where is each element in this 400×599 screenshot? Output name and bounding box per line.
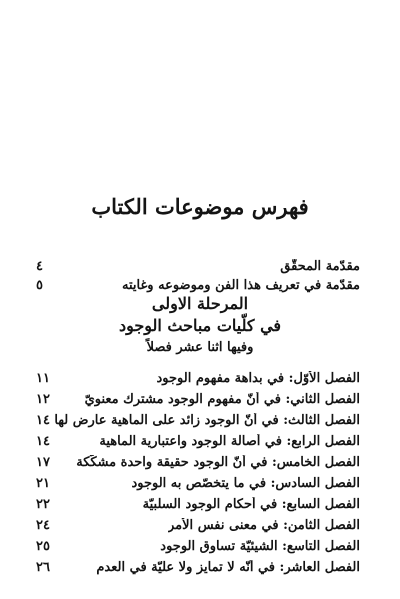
toc-entry-page: ٥ bbox=[36, 277, 43, 293]
toc-entry-chapter-10[interactable] bbox=[36, 557, 360, 577]
toc-entry-chapter-2[interactable] bbox=[36, 389, 360, 409]
toc-entry-title: الفصل السابع: في أحكام الوجود السلبيّة bbox=[142, 496, 360, 512]
toc-entry-page: ١٤ bbox=[36, 433, 50, 449]
section-note: وفيها اثنا عشر فصلاً bbox=[146, 340, 254, 355]
toc-entry-title: الفصل الثامن: في معنى نفس الأمر bbox=[168, 517, 360, 533]
toc-entry-page: ٢٥ bbox=[36, 538, 50, 554]
toc-entry-page: ٤ bbox=[36, 258, 43, 274]
toc-entry-chapter-4[interactable] bbox=[36, 431, 360, 451]
toc-entry-title: الفصل الرابع: في أصالة الوجود واعتبارية الماهية bbox=[99, 433, 360, 449]
toc-entry-title: مقدّمة في تعريف هذا الفن وموضوعه وغايته bbox=[122, 277, 360, 293]
toc-entry-page: ٢١ bbox=[36, 475, 50, 491]
toc-entry-page: ١٤ bbox=[36, 412, 50, 428]
toc-entry-page: ٢٦ bbox=[36, 559, 50, 575]
section-subheading: في كلّيات مباحث الوجود bbox=[118, 316, 282, 335]
toc-entry-chapter-5[interactable] bbox=[36, 452, 360, 472]
toc-entry-chapter-7[interactable] bbox=[36, 494, 360, 514]
toc-entry-title: الفصل السادس: في ما يتخصّص به الوجود bbox=[131, 475, 360, 491]
toc-entry-title: الفصل الأوّل: في بداهة مفهوم الوجود bbox=[156, 370, 360, 386]
toc-entry-page: ١٢ bbox=[36, 391, 50, 407]
toc-entry-chapter-3[interactable] bbox=[36, 410, 360, 430]
page-title: فهرس موضوعات الكتاب bbox=[91, 194, 309, 219]
toc-entry-title: مقدّمة المحقّق bbox=[280, 258, 360, 274]
toc-entry-page: ١٧ bbox=[36, 454, 50, 470]
toc-entry-chapter-9[interactable] bbox=[36, 536, 360, 556]
section-heading: المرحلة الاولى bbox=[151, 294, 249, 313]
toc-entry-chapter-8[interactable] bbox=[36, 515, 360, 535]
toc-entry-title: الفصل الخامس: في أنّ الوجود حقيقة واحدة مشكّكة bbox=[76, 454, 360, 470]
toc-entry-page: ١١ bbox=[36, 370, 50, 386]
toc-entry-page: ٢٤ bbox=[36, 517, 50, 533]
toc-entry-page: ٢٢ bbox=[36, 496, 50, 512]
toc-entry-title: الفصل العاشر: في أنّه لا تمايز ولا عليّة في العدم bbox=[96, 559, 360, 575]
toc-entry-editor-introduction[interactable] bbox=[36, 256, 360, 276]
toc-entry-title: الفصل التاسع: الشيئيّة تساوق الوجود bbox=[160, 538, 360, 554]
toc-entry-title: الفصل الثاني: في أنّ مفهوم الوجود مشترك معنويّ bbox=[84, 391, 360, 407]
toc-entry-title: الفصل الثالث: في أنّ الوجود زائد على الماهية عارض لها bbox=[54, 412, 360, 428]
toc-entry-introduction[interactable] bbox=[36, 275, 360, 295]
toc-entry-chapter-6[interactable] bbox=[36, 473, 360, 493]
toc-entry-chapter-1[interactable] bbox=[36, 368, 360, 388]
